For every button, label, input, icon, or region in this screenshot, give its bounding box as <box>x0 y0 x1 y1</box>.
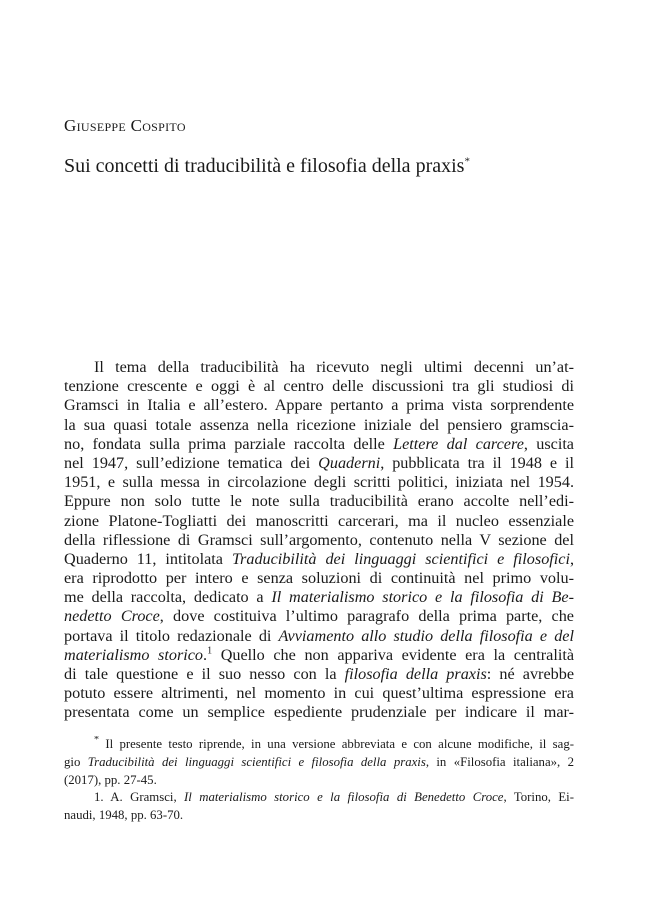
text-run: della riflessione di Gramsci sull’argomento, contenuto nella V sezione del <box>64 530 574 549</box>
footnote-star-line <box>64 736 574 754</box>
text-run: potuto essere altrimenti, nel momento in cui quest’ultima espressione era <box>64 684 574 703</box>
text-run: . <box>203 645 208 664</box>
text-run: gio <box>64 754 88 769</box>
text-run: me della raccolta, dedicato a <box>64 588 272 607</box>
body-line <box>64 665 574 684</box>
body-line <box>64 416 574 435</box>
text-run: naudi, 1948, pp. 63-70. <box>64 808 184 823</box>
body-line <box>64 512 574 531</box>
footnote-star-mark: * <box>94 736 99 746</box>
body-line <box>64 358 574 377</box>
title-footnote-mark: * <box>464 155 470 168</box>
text-run: 1. A. Gramsci, <box>94 790 185 805</box>
text-run: 1951, e sulla messa in circolazione degli scritti politici, iniziata nel 1954. <box>64 473 574 492</box>
italic-title: materialismo storico <box>64 645 204 664</box>
body-line <box>64 569 574 588</box>
italic-title: Quaderni <box>318 453 381 472</box>
body-line <box>64 396 574 415</box>
article-title <box>64 155 470 178</box>
italic-title: Traducibilità dei linguaggi scientifici e filosofia della praxis <box>87 754 426 769</box>
body-line <box>64 531 574 550</box>
text-run: no, fondata sulla prima parziale raccolta delle <box>64 434 394 453</box>
text-run: Gramsci in Italia e all’estero. Appare pertanto a prima vista sorprendente <box>64 396 574 415</box>
body-paragraph <box>64 358 574 723</box>
text-run: , <box>569 549 574 568</box>
footnote-star-line <box>64 772 574 790</box>
text-run: , pubblicata tra il 1948 e il <box>380 453 574 472</box>
body-line <box>64 627 574 646</box>
italic-title: Lettere dal carcere <box>393 434 524 453</box>
text-run: , in «Filosofia italiana», 2 <box>425 754 574 769</box>
body-line <box>64 492 574 511</box>
body-line <box>64 377 574 396</box>
footnote-1-line <box>64 807 574 825</box>
italic-term: filosofia della praxis <box>344 665 487 683</box>
text-run: Eppure non solo tutte le note sulla traducibilità erano accolte nell’edi- <box>64 492 574 511</box>
body-line <box>64 588 574 607</box>
text-run: Quello che non appariva evidente era la centralità <box>212 645 574 664</box>
article-title-text: Sui concetti di traducibilità e filosofia della praxis <box>64 155 465 177</box>
italic-title: Il materialismo storico e la filosofia di Be- <box>271 588 574 607</box>
italic-title: Avviamento allo studio della filosofia e del <box>278 626 574 645</box>
text-run: tenzione crescente e oggi è al centro delle discussioni tra gli studiosi di <box>64 377 574 396</box>
text-run: , Torino, Ei- <box>503 790 574 805</box>
text-run: nel 1947, sull’edizione tematica dei <box>64 453 319 472</box>
author-name: Giuseppe Cospito <box>64 116 186 135</box>
italic-title: nedetto Croce <box>64 607 160 626</box>
italic-title: Traducibilità dei linguaggi scientifici e filosofici <box>231 549 570 568</box>
footnote-star-line <box>64 754 574 772</box>
italic-title: Il materialismo storico e la filosofia di Benedetto Croce <box>184 790 504 805</box>
footnote-ref[interactable]: 1 <box>207 645 213 657</box>
text-run: di tale questione e il suo nesso con la <box>64 665 345 683</box>
text-run: Quaderno 11, intitolata <box>64 549 232 568</box>
body-line <box>64 607 574 626</box>
text-run: , dove costituiva l’ultimo paragrafo della prima parte, che <box>159 607 574 626</box>
text-run: presentata come un semplice espediente prudenziale per indicare il mar- <box>64 703 574 722</box>
text-run: (2017), pp. 27-45. <box>64 772 157 787</box>
body-line <box>64 435 574 454</box>
text-run: , uscita <box>523 434 574 453</box>
body-line <box>64 473 574 492</box>
text-run: Il presente testo riprende, in una versione abbreviata e con alcune modifiche, il sag- <box>99 737 574 751</box>
text-run: era riprodotto per intero e senza soluzioni di continuità nel primo volu- <box>64 569 574 588</box>
body-line <box>64 454 574 473</box>
body-line <box>64 646 574 665</box>
body-line <box>64 703 574 722</box>
body-line <box>64 684 574 703</box>
text-run: la sua quasi totale assenza nella ricezione iniziale del pensiero gramscia- <box>64 415 574 434</box>
footnotes <box>64 736 574 825</box>
text-run: portava il titolo redazionale di <box>64 626 279 645</box>
text-run: Il tema della traducibilità ha ricevuto negli ultimi decenni un’at- <box>94 358 574 376</box>
footnote-1-line <box>64 789 574 807</box>
body-line <box>64 550 574 569</box>
text-run: : né avrebbe <box>486 665 574 683</box>
text-run: zione Platone-Togliatti dei manoscritti carcerari, ma il nucleo essenziale <box>64 511 574 530</box>
